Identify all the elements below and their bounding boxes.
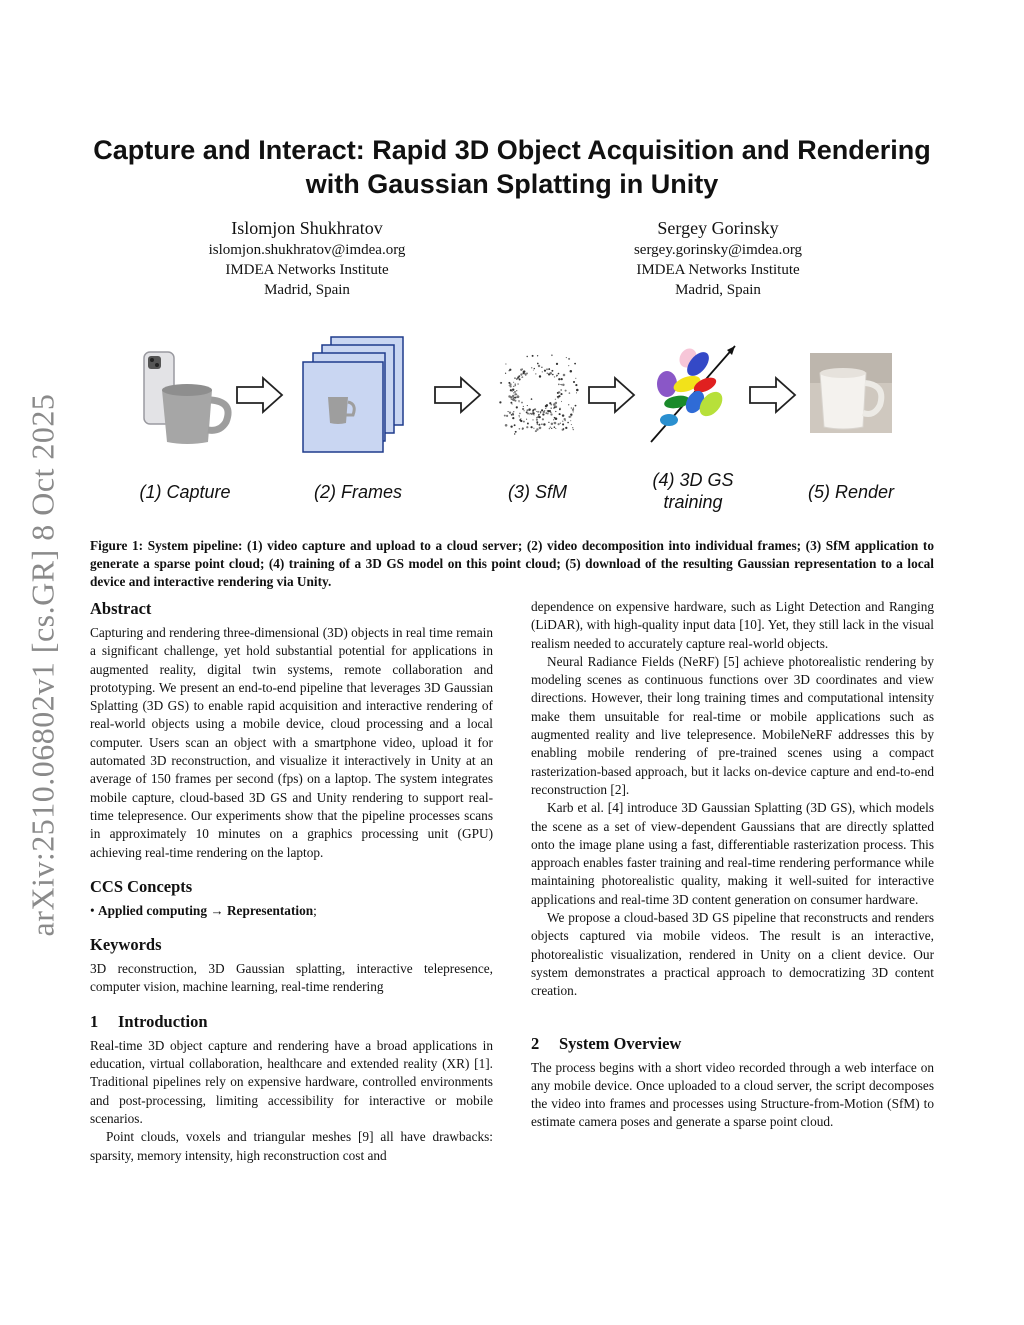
- overview-heading: [531, 1033, 934, 1055]
- keywords-heading: Keywords: [90, 935, 162, 955]
- figure-label-3dgs-line1: (4) 3D GS: [652, 470, 734, 490]
- sfm-point-cloud-image: [495, 350, 580, 440]
- title-line-2: with Gaussian Splatting in Unity: [305, 169, 719, 199]
- arxiv-stamp: [20, 380, 66, 950]
- figure-label-render: (5) Render: [807, 482, 895, 502]
- author-email[interactable]: islomjon.shukhratov@imdea.org: [208, 242, 406, 258]
- title-line-1: Capture and Interact: Rapid 3D Object Acquisition and Rendering: [93, 135, 931, 165]
- right-column: [531, 598, 934, 1132]
- section-title: System Overview: [559, 1033, 682, 1053]
- left-column: [90, 598, 493, 1165]
- author-name: Sergey Gorinsky: [657, 218, 779, 238]
- abstract-text: Capturing and rendering three-dimensional (3D) objects in real time remain a significant challenge, yet hold substantial potential for applications in augmented reality, digital twin systems, remote collaboration and prototyping. We present an end-to-end pipeline that leverages 3D Gaussian Splatting (3D GS) to enable rapid acquisition and interactive rendering of real-world objects using a mobile device, cloud processing and a local computer. Users scan an object with a smartphone video, upload it for automated 3D reconstruction, and visualize it interactively in Unity at an average of 150 frames per second (fps) on a laptop. The system integrates mobile capture, cloud-based 3D GS and Unity rendering to support real-time telepresence. Our experiments show that the pipeline processes scans in approximately 10 minutes on a graphics processing unit (GPU) achieving real-time rendering on the laptop.: [90, 625, 493, 860]
- section-number: 1: [90, 1011, 99, 1031]
- figure-label-sfm: (3) SfM: [507, 482, 567, 502]
- ccs-arrow: →: [210, 902, 224, 918]
- arrow-right-icon: [748, 375, 798, 415]
- ccs-end: ;: [313, 902, 317, 918]
- rendered-mug-image: [810, 353, 892, 433]
- ccs-heading: CCS Concepts: [90, 876, 193, 896]
- figure-label-frames: (2) Frames: [313, 482, 402, 502]
- gaussians-image: [643, 340, 743, 450]
- arrow-right-icon: [433, 375, 483, 415]
- abstract-heading: Abstract: [90, 599, 152, 618]
- author-name: Islomjon Shukhratov: [231, 218, 383, 238]
- keywords-text: 3D reconstruction, 3D Gaussian splatting, interactive telepresence, computer vision, machine learning, real-time rendering: [90, 961, 493, 995]
- intro-paragraph-2: Point clouds, voxels and triangular meshes [9] all have drawbacks: sparsity, memory intensity, high reconstruction cost and: [90, 1129, 493, 1163]
- ccs-item-a: Applied computing: [97, 902, 207, 918]
- arxiv-stamp-text: arXiv:2510.06802v1 [cs.GR] 8 Oct 2025: [24, 393, 61, 937]
- figure-label-3dgs: [638, 469, 748, 513]
- author-location: Madrid, Spain: [675, 282, 761, 298]
- author-affiliation: IMDEA Networks Institute: [225, 262, 389, 278]
- intro-paragraph-4: Karb et al. [4] introduce 3D Gaussian Splatting (3D GS), which models the scene as a set of view-dependent Gaussians that are directly splatted onto the image plane using a fast, differentiable rasterization process. This approach enables faster training and real-time rendering performance while maintaining photorealistic quality, making it well-suited for interactive applications and real-time 3D content generation on consumer hardware.: [531, 800, 934, 907]
- phone-mug-image: [140, 350, 240, 445]
- pipeline-figure: [90, 335, 934, 525]
- arrow-right-icon: [235, 375, 285, 415]
- section-number: 2: [531, 1033, 540, 1053]
- intro-paragraph-2-continued: dependence on expensive hardware, such as Light Detection and Ranging (LiDAR), with high-quality input data [10]. Yet, they still lack in the visual realism needed to accurately capture real-world objects.: [531, 599, 934, 651]
- author-email[interactable]: sergey.gorinsky@imdea.org: [633, 242, 803, 258]
- ccs-bullet: •: [90, 902, 95, 918]
- overview-paragraph-1: The process begins with a short video recorded through a web interface on any mobile device. Once uploaded to a cloud server, the script decomposes the video into frames and processes using Structure-from-Motion (SfM) to estimate camera poses and generate a sparse point cloud.: [531, 1059, 934, 1130]
- author-block-1: [147, 216, 467, 300]
- intro-paragraph-3: Neural Radiance Fields (NeRF) [5] achieve photorealistic rendering by modeling scenes as continuous functions over 3D coordinates and view directions. However, their long training times and computational intensity make them unsuitable for real-time or mobile applications such as augmented reality and live telepresence. MobileNeRF addresses this by enabling mobile rendering of pre-trained scenes using a compact rasterization-based approach, but it lacks on-device capture and end-to-end reconstruction [2].: [531, 653, 934, 797]
- intro-paragraph-5: We propose a cloud-based 3D GS pipeline that reconstructs and renders objects captured via mobile videos. The result is an interactive, photorealistic visualization, rendered in Unity on a client device. Our system demonstrates a practical approach to democratizing 3D content creation.: [531, 910, 934, 999]
- figure-label-3dgs-line2: training: [663, 492, 723, 512]
- ccs-concepts: [90, 902, 493, 920]
- figure-label-capture: (1) Capture: [139, 482, 231, 502]
- author-block-2: [558, 216, 878, 300]
- figure-caption: Figure 1: System pipeline: (1) video capture and upload to a cloud server; (2) video decomposition into individual frames; (3) SfM application to generate a sparse point cloud; (4) training of a 3D GS model on this point cloud; (5) download of the resulting Gaussian representation to a local device and interactive rendering via Unity.: [90, 538, 934, 589]
- frames-image: [293, 335, 408, 455]
- ccs-item-b: Representation: [226, 902, 314, 918]
- section-title: Introduction: [118, 1011, 208, 1031]
- paper-title: [80, 133, 944, 201]
- arrow-right-icon: [587, 375, 637, 415]
- intro-heading: [90, 1011, 493, 1033]
- author-location: Madrid, Spain: [264, 282, 350, 298]
- author-affiliation: IMDEA Networks Institute: [636, 262, 800, 278]
- intro-paragraph-1: Real-time 3D object capture and rendering have a broad applications in education, virtual collaboration, healthcare and extended reality (XR) [1]. Traditional pipelines rely on expensive hardware, controlled environments and post-processing, limiting accessibility for interactive or mobile scenarios.: [90, 1037, 493, 1126]
